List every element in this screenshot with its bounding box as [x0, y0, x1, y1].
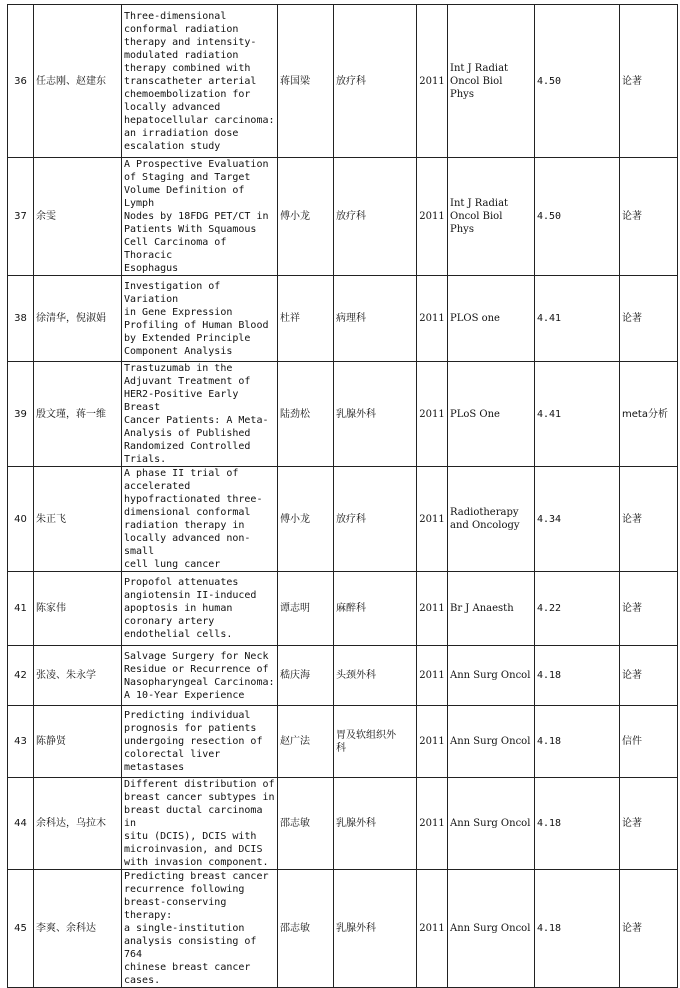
- article-type-cell: 论著: [620, 5, 678, 158]
- supervisor-cell: 邵志敏: [278, 778, 334, 870]
- year-cell: 2011: [417, 870, 448, 988]
- year-cell: 2011: [417, 276, 448, 362]
- table-body: [8, 5, 678, 988]
- year-cell: 2011: [417, 5, 448, 158]
- row-number: 42: [8, 646, 34, 706]
- impact-factor-cell: 4.18: [535, 778, 620, 870]
- department-cell: 乳腺外科: [334, 362, 417, 467]
- supervisor-cell: 赵广法: [278, 706, 334, 778]
- impact-factor-cell: 4.41: [535, 276, 620, 362]
- row-number: 41: [8, 572, 34, 646]
- authors-cell: 朱正飞: [34, 467, 122, 572]
- authors-cell: 李爽、余科达: [34, 870, 122, 988]
- department-cell: 乳腺外科: [334, 870, 417, 988]
- table-row: [8, 706, 678, 778]
- year-cell: 2011: [417, 778, 448, 870]
- impact-factor-cell: 4.18: [535, 706, 620, 778]
- row-number: 45: [8, 870, 34, 988]
- table-row: [8, 646, 678, 706]
- article-type-cell: 论著: [620, 646, 678, 706]
- title-cell: Predicting individual prognosis for patients undergoing resection of colorectal liver metastases: [122, 706, 278, 778]
- supervisor-cell: 杜祥: [278, 276, 334, 362]
- authors-cell: 张凌、朱永学: [34, 646, 122, 706]
- article-type-cell: meta分析: [620, 362, 678, 467]
- supervisor-cell: 邵志敏: [278, 870, 334, 988]
- journal-cell: Br J Anaesth: [448, 572, 535, 646]
- year-cell: 2011: [417, 467, 448, 572]
- impact-factor-cell: 4.50: [535, 158, 620, 276]
- department-cell: 放疗科: [334, 158, 417, 276]
- authors-cell: 余雯: [34, 158, 122, 276]
- table-row: [8, 870, 678, 988]
- table-row: [8, 5, 678, 158]
- row-number: 37: [8, 158, 34, 276]
- article-type-cell: 论著: [620, 276, 678, 362]
- title-cell: Predicting breast cancer recurrence following breast-conserving therapy: a single-institution analysis consisting of 764 chinese breast cancer cases.: [122, 870, 278, 988]
- supervisor-cell: 傅小龙: [278, 467, 334, 572]
- supervisor-cell: 陆劲松: [278, 362, 334, 467]
- journal-cell: Int J Radiat Oncol Biol Phys: [448, 5, 535, 158]
- table-row: [8, 778, 678, 870]
- journal-cell: Ann Surg Oncol: [448, 646, 535, 706]
- year-cell: 2011: [417, 158, 448, 276]
- authors-cell: 余科达，乌拉木: [34, 778, 122, 870]
- row-number: 38: [8, 276, 34, 362]
- journal-cell: Int J Radiat Oncol Biol Phys: [448, 158, 535, 276]
- authors-cell: 陈静贤: [34, 706, 122, 778]
- journal-cell: PLOS one: [448, 276, 535, 362]
- impact-factor-cell: 4.18: [535, 870, 620, 988]
- row-number: 36: [8, 5, 34, 158]
- year-cell: 2011: [417, 572, 448, 646]
- title-cell: Different distribution of breast cancer subtypes in breast ductal carcinoma in situ (DCIS), DCIS with microinvasion, and DCIS with invasion component.: [122, 778, 278, 870]
- authors-cell: 殷文瑾，蒋一维: [34, 362, 122, 467]
- table-row: [8, 158, 678, 276]
- title-cell: Propofol attenuates angiotensin II-induced apoptosis in human coronary artery endothelial cells.: [122, 572, 278, 646]
- department-cell: 放疗科: [334, 467, 417, 572]
- supervisor-cell: 蒋国梁: [278, 5, 334, 158]
- impact-factor-cell: 4.34: [535, 467, 620, 572]
- journal-cell: Ann Surg Oncol: [448, 870, 535, 988]
- impact-factor-cell: 4.22: [535, 572, 620, 646]
- department-cell: 放疗科: [334, 5, 417, 158]
- article-type-cell: 论著: [620, 870, 678, 988]
- supervisor-cell: 嵇庆海: [278, 646, 334, 706]
- department-cell: 麻醉科: [334, 572, 417, 646]
- department-cell: 乳腺外科: [334, 778, 417, 870]
- department-cell: 头颈外科: [334, 646, 417, 706]
- journal-cell: Radiotherapy and Oncology: [448, 467, 535, 572]
- year-cell: 2011: [417, 646, 448, 706]
- article-type-cell: 论著: [620, 158, 678, 276]
- department-cell: 病理科: [334, 276, 417, 362]
- title-cell: A Prospective Evaluation of Staging and Target Volume Definition of Lymph Nodes by 18FDG PET/CT in Patients With Squamous Cell Carcinoma of Thoracic Esophagus: [122, 158, 278, 276]
- row-number: 40: [8, 467, 34, 572]
- title-cell: A phase II trial of accelerated hypofractionated three- dimensional conformal radiation therapy in locally advanced non-small cell lung cancer: [122, 467, 278, 572]
- table-row: [8, 572, 678, 646]
- authors-cell: 陈家伟: [34, 572, 122, 646]
- authors-cell: 任志刚、赵建东: [34, 5, 122, 158]
- department-cell: 胃及软组织外 科: [334, 706, 417, 778]
- article-type-cell: 论著: [620, 778, 678, 870]
- title-cell: Trastuzumab in the Adjuvant Treatment of HER2-Positive Early Breast Cancer Patients: A Meta- Analysis of Published Randomized Controlled Trials.: [122, 362, 278, 467]
- supervisor-cell: 傅小龙: [278, 158, 334, 276]
- impact-factor-cell: 4.18: [535, 646, 620, 706]
- journal-cell: PLoS One: [448, 362, 535, 467]
- row-number: 43: [8, 706, 34, 778]
- impact-factor-cell: 4.41: [535, 362, 620, 467]
- title-cell: Three-dimensional conformal radiation therapy and intensity- modulated radiation therapy combined with transcatheter arterial chemoembolization for locally advanced hepatocellular carcinoma: an irradiation dose escalation study: [122, 5, 278, 158]
- article-type-cell: 论著: [620, 467, 678, 572]
- year-cell: 2011: [417, 362, 448, 467]
- table-row: [8, 276, 678, 362]
- year-cell: 2011: [417, 706, 448, 778]
- article-type-cell: 论著: [620, 572, 678, 646]
- authors-cell: 徐清华，倪淑娟: [34, 276, 122, 362]
- journal-cell: Ann Surg Oncol: [448, 778, 535, 870]
- title-cell: Salvage Surgery for Neck Residue or Recurrence of Nasopharyngeal Carcinoma: A 10-Year Experience: [122, 646, 278, 706]
- publication-table: [7, 4, 678, 988]
- supervisor-cell: 谭志明: [278, 572, 334, 646]
- title-cell: Investigation of Variation in Gene Expression Profiling of Human Blood by Extended Principle Component Analysis: [122, 276, 278, 362]
- row-number: 44: [8, 778, 34, 870]
- impact-factor-cell: 4.50: [535, 5, 620, 158]
- table-row: [8, 362, 678, 467]
- table-row: [8, 467, 678, 572]
- journal-cell: Ann Surg Oncol: [448, 706, 535, 778]
- row-number: 39: [8, 362, 34, 467]
- article-type-cell: 信件: [620, 706, 678, 778]
